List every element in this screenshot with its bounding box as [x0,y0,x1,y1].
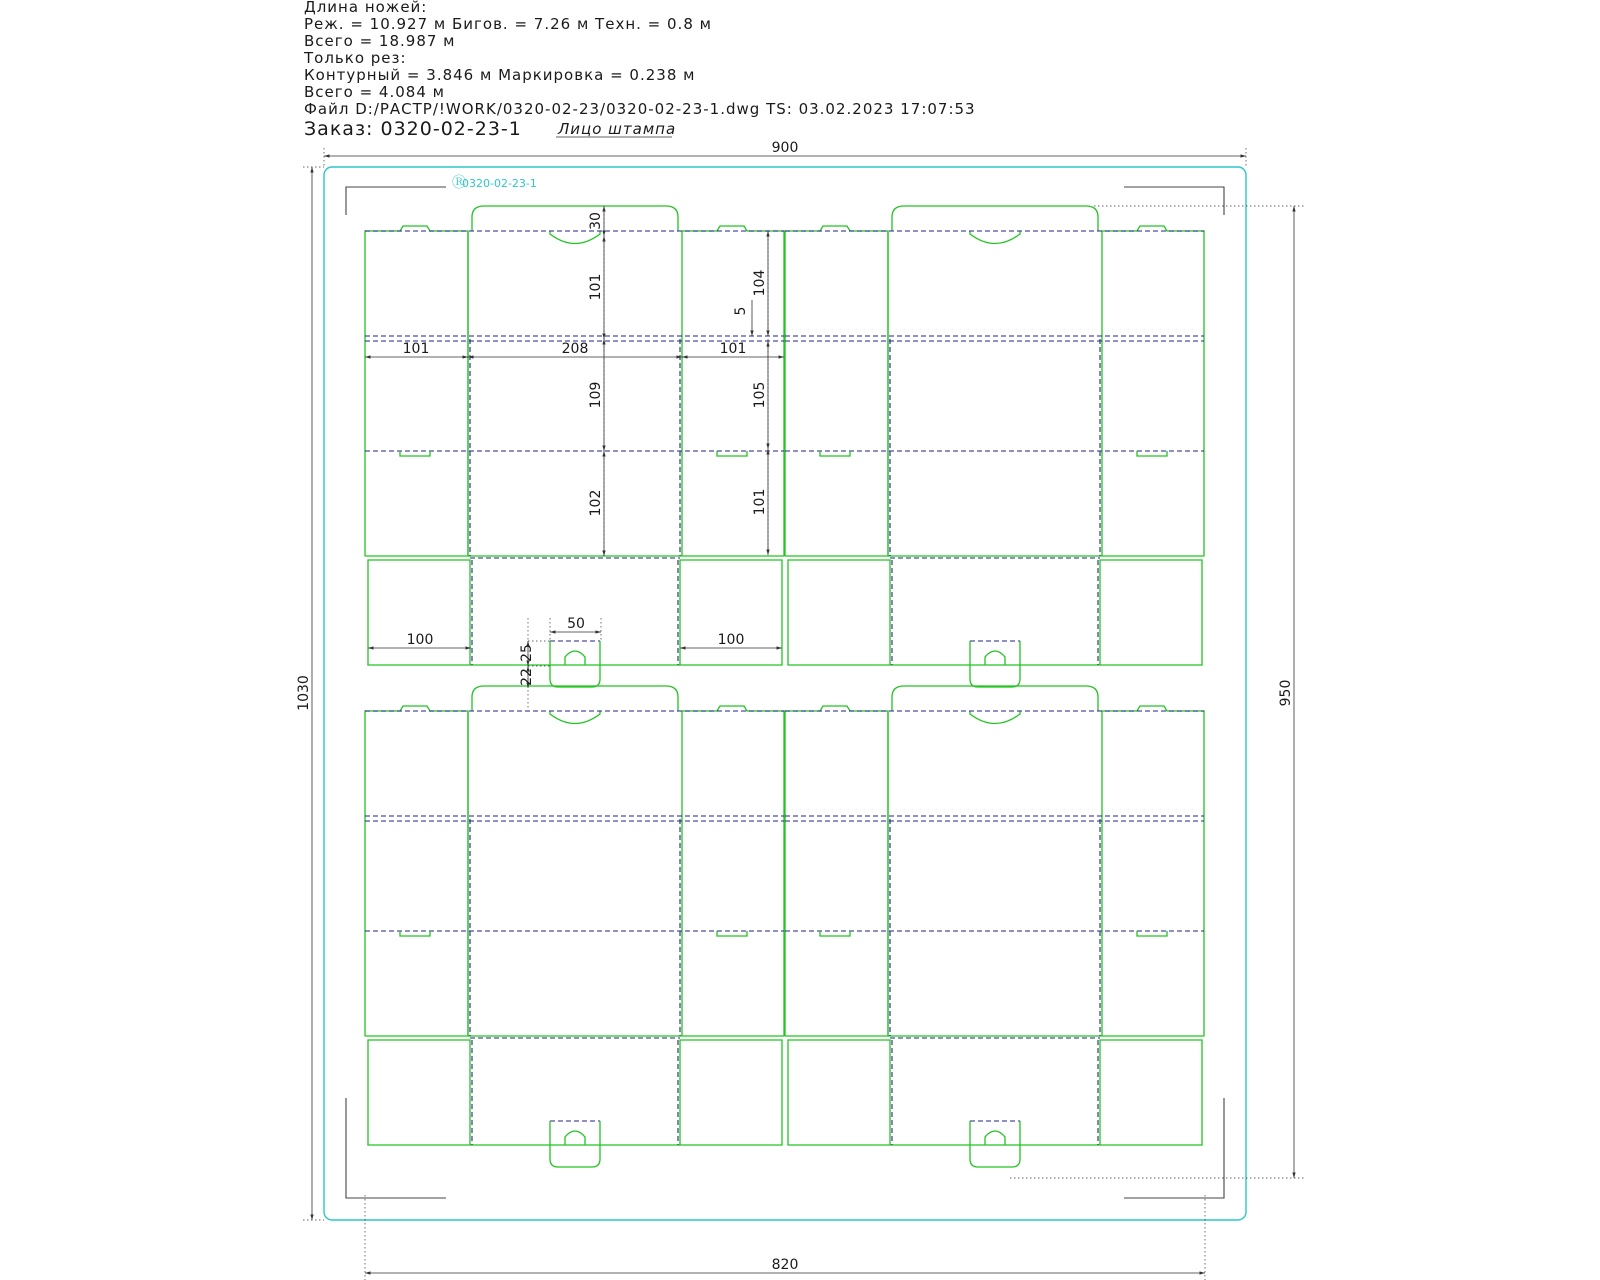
tray-left [368,560,470,665]
side-panel-right [682,226,784,556]
box-layout-3 [365,686,784,1167]
knife-length-total: Всего = 18.987 м [304,32,456,50]
corner-mark-br [1124,1098,1224,1198]
hanger-hole [985,1131,1005,1145]
dim-820-label: 820 [771,1257,799,1273]
dim-50-label: 50 [567,616,585,632]
side-panel-left [785,226,888,556]
slot-right [717,931,747,936]
lid-tab [472,206,678,231]
die-layout [365,206,1204,1167]
dim-25-label: 25 [519,644,535,662]
dim-900-label: 900 [771,140,799,156]
tray-right [1100,1040,1202,1145]
knife-length-title: Длина ножей: [304,0,428,16]
tray-right [1100,560,1202,665]
dim-22-label: 22 [519,668,535,686]
side-panel-right [1102,706,1204,1036]
overall-dimensions [296,140,1304,1280]
slot-left [820,451,850,456]
hanger-tab [550,1145,600,1167]
hanger-tab [970,1145,1020,1167]
dim-104-label: 104 [752,269,768,297]
slot-left [820,931,850,936]
dim-101b-label: 101 [752,488,768,516]
tray-left [368,1040,470,1145]
side-panel-right [682,706,784,1036]
file-path-line: Файл D:/РАСТР/!WORK/0320-02-23/0320-02-23-1.dwg TS: 03.02.2023 17:07:53 [304,100,976,118]
board-label: 0320-02-23-1 [462,177,537,190]
slot-left [400,451,430,456]
dim-950-label: 950 [1278,679,1294,707]
contour-marking-line: Контурный = 3.846 м Маркировка = 0.238 м [304,66,696,84]
slot-right [717,451,747,456]
tray-right [680,1040,782,1145]
side-panel-left [785,706,888,1036]
logo-icon: Ⓡ [452,175,466,191]
hanger-tab [970,665,1020,687]
hanger-hole [565,651,585,665]
slot-right [1137,451,1167,456]
lid-tab [472,686,678,711]
detail-dimensions [365,206,784,710]
corner-mark-tl [346,187,446,215]
box-layout-4 [785,686,1204,1167]
hanger-tab [550,665,600,687]
dim-102-label: 102 [588,489,604,517]
slot-left [400,931,430,936]
dim-101-left-label: 101 [402,341,430,357]
dim-30-label: 30 [588,212,604,230]
tray-left [788,1040,890,1145]
dim-100-right-label: 100 [717,632,745,648]
tray-left [788,560,890,665]
dim-105-label: 105 [752,381,768,409]
dim-5-label: 5 [733,306,749,316]
box-layout-2 [785,206,1204,687]
cut-only-title: Только рез: [304,49,407,67]
box-layout-1 [365,206,784,687]
stamp-face-label: Лицо штампа [558,120,677,138]
dim-1030-label: 1030 [296,675,312,711]
thumb-notch [970,711,1020,724]
dim-109-label: 109 [588,381,604,409]
lid-tab [892,206,1098,231]
dim-101-mid-label: 101 [719,341,747,357]
thumb-notch [550,231,600,244]
cut-only-total: Всего = 4.084 м [304,83,445,101]
header-block [303,0,976,140]
thumb-notch [550,711,600,724]
corner-mark-bl [346,1098,446,1198]
lid-tab [892,686,1098,711]
order-number: Заказ: 0320-02-23-1 [304,118,522,140]
side-panel-right [1102,226,1204,556]
dim-100-left-label: 100 [406,632,434,648]
side-panel-left [365,226,468,556]
slot-right [1137,931,1167,936]
tray-right [680,560,782,665]
hanger-hole [985,651,1005,665]
dim-101a-label: 101 [588,273,604,301]
side-panel-left [365,706,468,1036]
hanger-hole [565,1131,585,1145]
corner-mark-tr [1124,187,1224,215]
dim-208-label: 208 [561,341,589,357]
knife-length-cut-line: Реж. = 10.927 м Бигов. = 7.26 м Техн. = 0.8 м [304,15,712,33]
thumb-notch [970,231,1020,244]
